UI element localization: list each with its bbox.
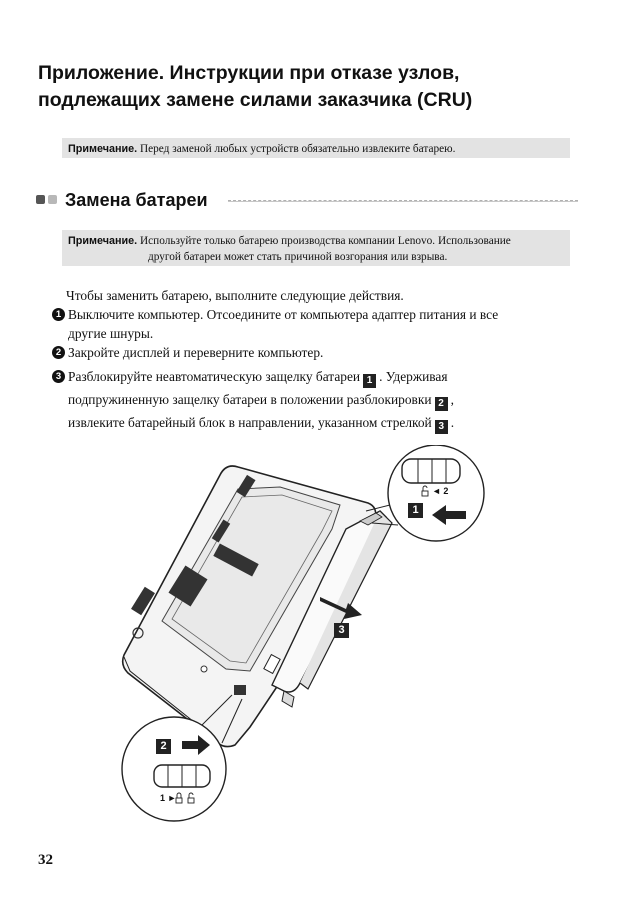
page-title bbox=[38, 60, 598, 114]
battery-removal-illustration bbox=[110, 445, 510, 825]
note-label: Примечание. bbox=[68, 235, 138, 247]
note-text-line-1: Используйте только батарею производства компании Lenovo. Использование bbox=[137, 235, 511, 247]
step-number: 2 bbox=[52, 346, 65, 359]
rubber-foot bbox=[201, 666, 207, 672]
callout-badge-3: 3 bbox=[435, 420, 448, 434]
figure-callout-1: 1 bbox=[408, 503, 423, 518]
step-number: 3 bbox=[52, 370, 65, 383]
latch-bottom-label: 1 ► bbox=[160, 793, 177, 803]
step-text-line-2a: подпружиненную защелку батареи в положении разблокировки bbox=[68, 392, 432, 407]
step-text-line-3b: . bbox=[450, 415, 455, 430]
note-text: Перед заменой любых устройств обязательно извлеките батарею. bbox=[137, 143, 456, 155]
title-line-1: Приложение. Инструкции при отказе узлов, bbox=[38, 62, 460, 84]
title-line-2: подлежащих замене силами заказчика (CRU) bbox=[38, 89, 473, 111]
step-2 bbox=[55, 343, 324, 362]
callout-badge-2: 2 bbox=[435, 397, 448, 411]
step-text-line-1: Закройте дисплей и переверните компьютер. bbox=[68, 345, 324, 360]
figure-callout-3: 3 bbox=[334, 623, 349, 638]
note-text-line-2: другой батареи может стать причиной возгорания или взрыва. bbox=[148, 251, 448, 263]
laptop-bottom-drawing bbox=[110, 445, 510, 825]
step-text-line-2: другие шнуры. bbox=[68, 326, 154, 341]
step-3 bbox=[55, 365, 455, 434]
step-text-line-1b: . Удерживая bbox=[379, 369, 448, 384]
step-text-line-3a: извлеките батарейный блок в направлении, указанном стрелкой bbox=[68, 415, 432, 430]
page-number: 32 bbox=[38, 852, 53, 868]
note-box-1 bbox=[62, 138, 570, 158]
latch-switch-bottom bbox=[154, 765, 210, 787]
latch-switch-top bbox=[402, 459, 460, 483]
note-box-2 bbox=[62, 230, 570, 266]
heading-square-dark bbox=[36, 195, 45, 204]
figure-callout-2: 2 bbox=[156, 739, 171, 754]
instructions-intro: Чтобы заменить батарею, выполните следующие действия. bbox=[66, 288, 404, 303]
step-text-line-1: Выключите компьютер. Отсоедините от компьютера адаптер питания и все bbox=[68, 307, 499, 322]
step-text-line-2b: , bbox=[450, 392, 454, 407]
note-label: Примечание. bbox=[68, 143, 138, 155]
step-number: 1 bbox=[52, 308, 65, 321]
latch-top-label: ◄ 2 bbox=[432, 486, 449, 496]
section-heading bbox=[36, 188, 578, 212]
heading-rule bbox=[228, 200, 578, 202]
step-1 bbox=[55, 305, 499, 343]
step-text-line-1a: Разблокируйте неавтоматическую защелку батареи bbox=[68, 369, 361, 384]
section-title: Замена батареи bbox=[65, 190, 208, 210]
heading-square-light bbox=[48, 195, 57, 204]
latch-release bbox=[234, 685, 246, 695]
callout-badge-1: 1 bbox=[363, 374, 376, 388]
